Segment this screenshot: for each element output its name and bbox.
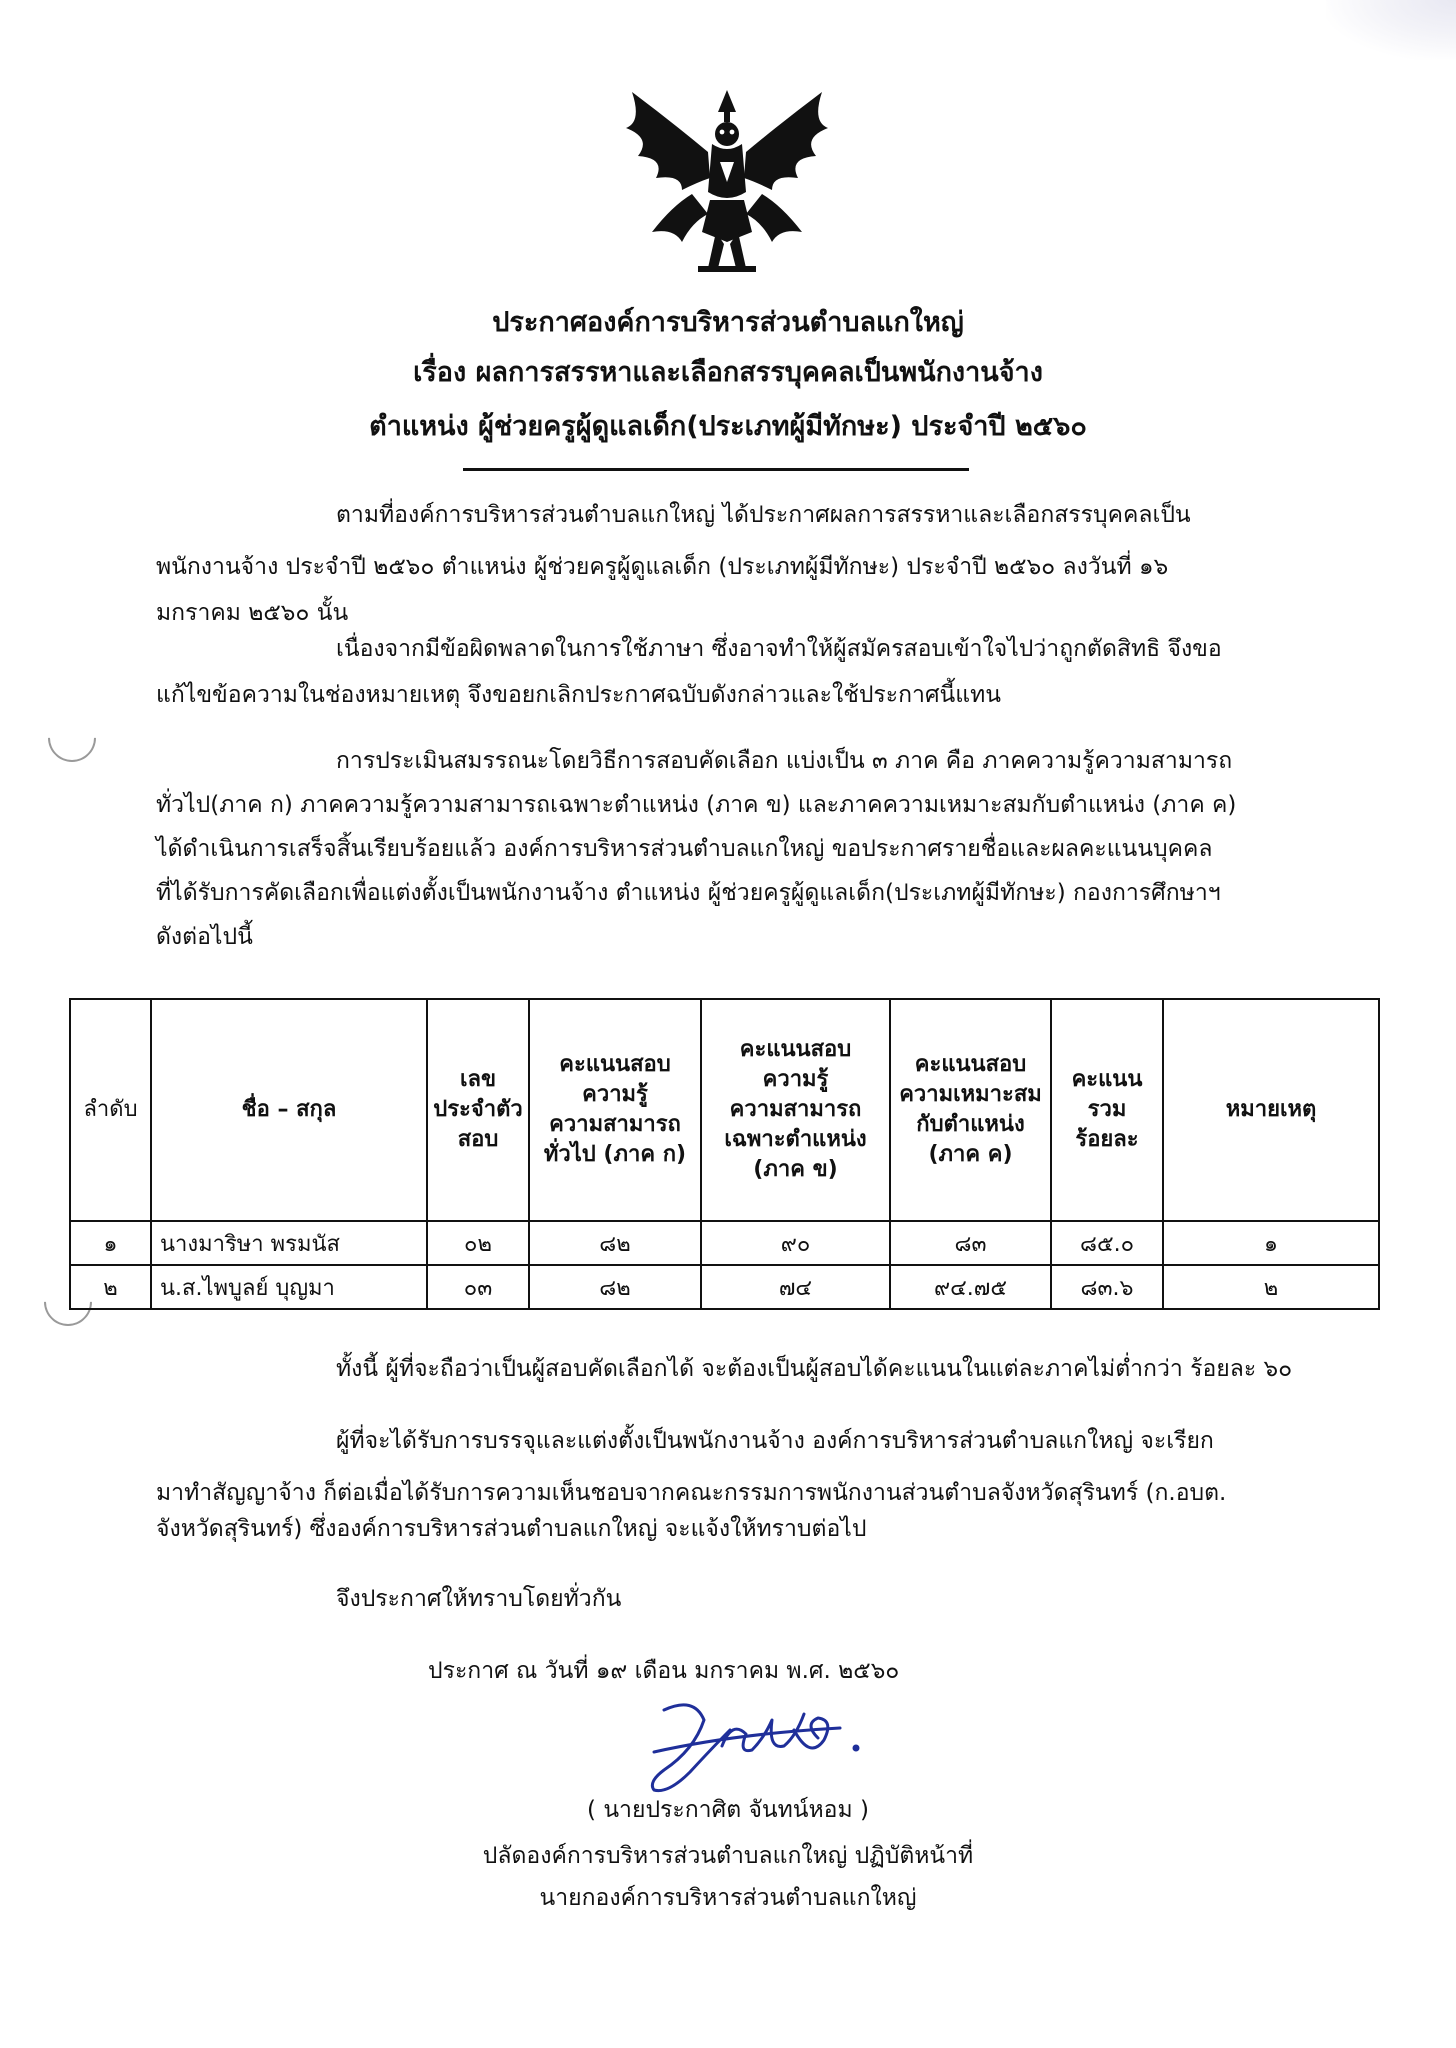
header-text: รวม — [1087, 1097, 1127, 1122]
title-subject: เรื่อง ผลการสรรหาและเลือกสรรบุคคลเป็นพนักงานจ้าง — [413, 357, 1043, 388]
signer-name: ( นายประกาศิต จันทน์หอม ) — [587, 1797, 869, 1823]
table-header-row — [70, 999, 1379, 1221]
header-text: คะแนนสอบ — [739, 1037, 852, 1062]
cell-score-a: ๘๒ — [529, 1265, 701, 1309]
cell-score-a: ๘๒ — [529, 1221, 701, 1265]
note2-line3: จังหวัดสุรินทร์) ซึ่งองค์การบริหารส่วนตำบลแกใหญ่ จะแจ้งให้ทราบต่อไป — [156, 1516, 867, 1542]
garuda-emblem-icon — [612, 82, 842, 282]
header-score-a — [529, 999, 701, 1221]
para1-line3: มกราคม ๒๕๖๐ นั้น — [156, 600, 349, 626]
note2-line1: ผู้ที่จะได้รับการบรรจุและแต่งตั้งเป็นพนักงานจ้าง องค์การบริหารส่วนตำบลแกใหญ่ จะเรียก — [336, 1428, 1214, 1454]
note-passing-score: ทั้งนี้ ผู้ที่จะถือว่าเป็นผู้สอบคัดเลือกได้ จะต้องเป็นผู้สอบได้คะแนนในแต่ละภาคไม่ต่ำกว่า ร้อยละ ๖๐ — [336, 1356, 1293, 1382]
signature-image — [634, 1690, 874, 1800]
header-score-b — [701, 999, 890, 1221]
title-agency: ประกาศองค์การบริหารส่วนตำบลแกใหญ่ — [492, 307, 964, 338]
header-text: (ภาค ข) — [753, 1157, 838, 1182]
note2-line2: มาทำสัญญาจ้าง ก็ต่อเมื่อได้รับการความเห็นชอบจากคณะกรรมการพนักงานส่วนตำบลจังหวัดสุรินทร์ (ก.อบต. — [156, 1480, 1227, 1506]
cell-name: น.ส.ไพบูลย์ บุญมา — [151, 1265, 427, 1309]
para2-line1: เนื่องจากมีข้อผิดพลาดในการใช้ภาษา ซึ่งอาจทำให้ผู้สมัครสอบเข้าใจไปว่าถูกตัดสิทธิ จึงขอ — [336, 636, 1222, 662]
para1-line2: พนักงานจ้าง ประจำปี ๒๕๖๐ ตำแหน่ง ผู้ช่วยครูผู้ดูแลเด็ก (ประเภทผู้มีทักษะ) ประจำปี ๒๕๖๐ ลงวันที่ ๑๖ — [156, 554, 1169, 580]
date-line: ประกาศ ณ วันที่ ๑๙ เดือน มกราคม พ.ศ. ๒๕๖๐ — [428, 1658, 900, 1684]
header-text: ประจำตัว — [433, 1097, 523, 1122]
table-row — [70, 1265, 1379, 1309]
para3-line2: ทั่วไป(ภาค ก) ภาคความรู้ความสามารถเฉพาะตำแหน่ง (ภาค ข) และภาคความเหมาะสมกับตำแหน่ง (ภาค ค) — [156, 792, 1237, 818]
para1-line1: ตามที่องค์การบริหารส่วนตำบลแกใหญ่ ได้ประกาศผลการสรรหาและเลือกสรรบุคคลเป็น — [336, 502, 1191, 528]
header-text: คะแนนสอบ — [914, 1052, 1027, 1077]
cell-exam-id: ๐๓ — [427, 1265, 529, 1309]
scan-smudge — [1326, 0, 1456, 60]
header-exam-id — [427, 999, 529, 1221]
header-text: คะแนน — [1071, 1067, 1143, 1092]
header-text: ความรู้ — [582, 1082, 648, 1107]
cell-remark: ๒ — [1163, 1265, 1379, 1309]
cell-name: นางมาริษา พรมนัส — [151, 1221, 427, 1265]
header-text: ความรู้ — [762, 1067, 829, 1092]
header-name: ชื่อ – สกุล — [151, 999, 427, 1221]
header-text: ความสามารถ — [729, 1097, 862, 1122]
header-text: (ภาค ค) — [928, 1142, 1013, 1167]
cell-score-c: ๘๓ — [890, 1221, 1051, 1265]
para3-line1: การประเมินสมรรถนะโดยวิธีการสอบคัดเลือก แบ่งเป็น ๓ ภาค คือ ภาคความรู้ความสามารถ — [336, 748, 1233, 774]
punch-hole-mark — [38, 704, 106, 772]
header-text: กับตำแหน่ง — [916, 1112, 1025, 1137]
para3-line5: ดังต่อไปนี้ — [156, 924, 253, 950]
signer-title-line1: ปลัดองค์การบริหารส่วนตำบลแกใหญ่ ปฏิบัติหน้าที่ — [482, 1843, 974, 1869]
cell-remark: ๑ — [1163, 1221, 1379, 1265]
header-text: ร้อยละ — [1075, 1127, 1139, 1152]
cell-order: ๑ — [70, 1221, 151, 1265]
header-order: ลำดับ — [70, 999, 151, 1221]
header-text: เฉพาะตำแหน่ง — [724, 1127, 867, 1152]
header-score-c — [890, 999, 1051, 1221]
header-total — [1051, 999, 1163, 1221]
announce-line: จึงประกาศให้ทราบโดยทั่วกัน — [336, 1586, 622, 1612]
title-divider — [463, 468, 969, 471]
para3-line4: ที่ได้รับการคัดเลือกเพื่อแต่งตั้งเป็นพนักงานจ้าง ตำแหน่ง ผู้ช่วยครูผู้ดูแลเด็ก(ประเภทผู้มีทักษะ) กองการศึกษาฯ — [156, 880, 1221, 906]
results-table — [69, 998, 1380, 1310]
header-text: ทั่วไป (ภาค ก) — [543, 1142, 687, 1167]
cell-score-b: ๗๔ — [701, 1265, 890, 1309]
cell-score-b: ๙๐ — [701, 1221, 890, 1265]
header-text: คะแนนสอบ — [559, 1052, 671, 1077]
cell-exam-id: ๐๒ — [427, 1221, 529, 1265]
cell-total: ๘๕.๐ — [1051, 1221, 1163, 1265]
header-text: สอบ — [457, 1127, 499, 1152]
header-text: ความสามารถ — [549, 1112, 681, 1137]
signer-title-line2: นายกองค์การบริหารส่วนตำบลแกใหญ่ — [539, 1885, 917, 1911]
cell-total: ๘๓.๖ — [1051, 1265, 1163, 1309]
table-row — [70, 1221, 1379, 1265]
cell-order: ๒ — [70, 1265, 151, 1309]
header-text: ความเหมาะสม — [899, 1082, 1042, 1107]
para2-line2: แก้ไขข้อความในช่องหมายเหตุ จึงขอยกเลิกประกาศฉบับดังกล่าวและใช้ประกาศนี้แทน — [156, 682, 1001, 708]
para3-line3: ได้ดำเนินการเสร็จสิ้นเรียบร้อยแล้ว องค์การบริหารส่วนตำบลแกใหญ่ ขอประกาศรายชื่อและผลคะแนนบุคคล — [156, 836, 1213, 862]
header-remark: หมายเหตุ — [1163, 999, 1379, 1221]
title-position: ตำแหน่ง ผู้ช่วยครูผู้ดูแลเด็ก(ประเภทผู้มีทักษะ) ประจำปี ๒๕๖๐ — [369, 411, 1087, 442]
header-text: เลข — [459, 1067, 497, 1092]
cell-score-c: ๙๔.๗๕ — [890, 1265, 1051, 1309]
